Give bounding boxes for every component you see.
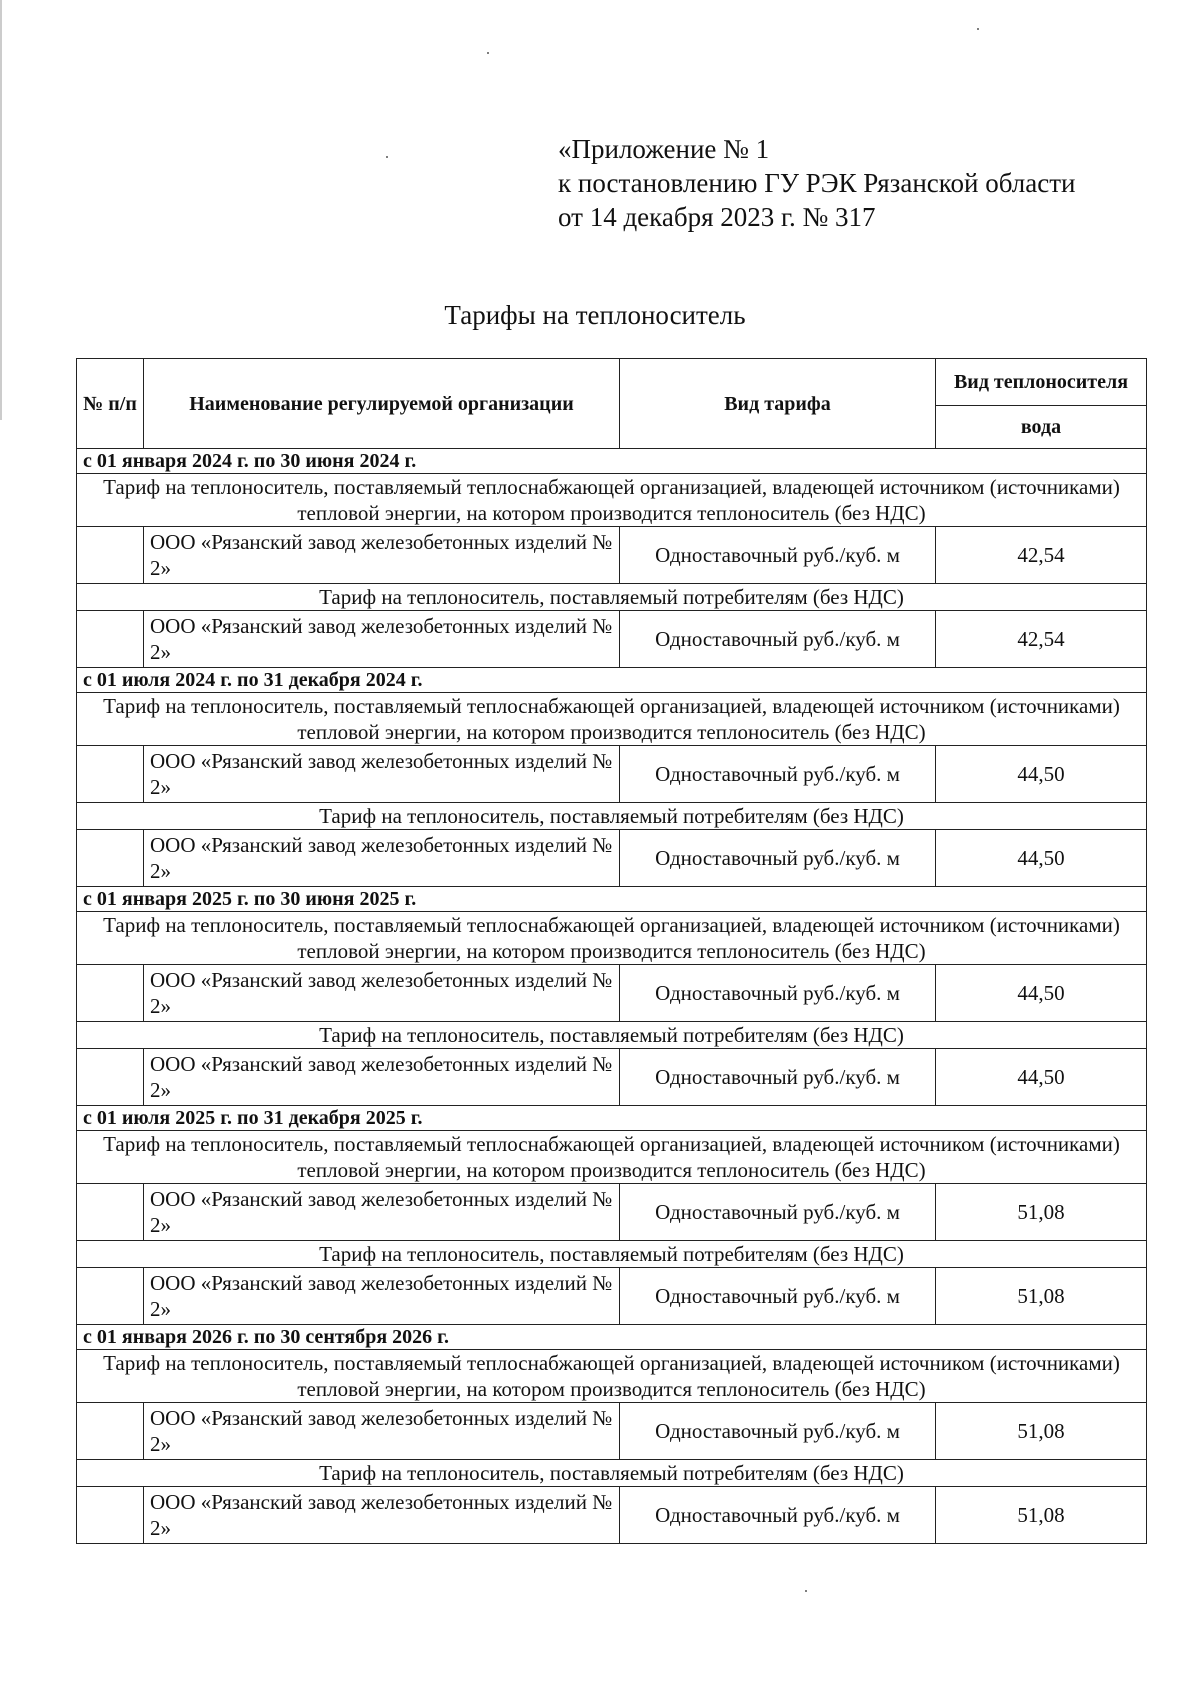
tariff-kind-row <box>77 1460 1147 1487</box>
tariff-kind-row <box>77 693 1147 746</box>
organization-cell: ООО «Рязанский завод железобетонных изделий № 2» <box>144 1487 620 1544</box>
row-number-cell <box>77 611 144 668</box>
period-row <box>77 1325 1147 1350</box>
tariff-kind-label: Тариф на теплоноситель, поставляемый потребителям (без НДС) <box>77 1022 1147 1049</box>
tariff-type-cell: Одноставочный руб./куб. м <box>620 1184 936 1241</box>
period-label: с 01 января 2026 г. по 30 сентября 2026 г. <box>77 1325 1147 1350</box>
table-row <box>77 1049 1147 1106</box>
scan-speck <box>386 156 388 158</box>
header-num: № п/п <box>77 359 144 449</box>
row-number-cell <box>77 830 144 887</box>
row-number-cell <box>77 1487 144 1544</box>
tariff-value-cell: 42,54 <box>936 527 1147 584</box>
organization-cell: ООО «Рязанский завод железобетонных изделий № 2» <box>144 1403 620 1460</box>
table-row <box>77 527 1147 584</box>
header-carrier-water: вода <box>936 406 1147 449</box>
organization-cell: ООО «Рязанский завод железобетонных изделий № 2» <box>144 746 620 803</box>
tariff-kind-label: Тариф на теплоноситель, поставляемый потребителям (без НДС) <box>77 1460 1147 1487</box>
tariff-type-cell: Одноставочный руб./куб. м <box>620 1403 936 1460</box>
table-body <box>77 449 1147 1544</box>
tariff-kind-row <box>77 1350 1147 1403</box>
organization-cell: ООО «Рязанский завод железобетонных изделий № 2» <box>144 1049 620 1106</box>
tariff-kind-row <box>77 474 1147 527</box>
table-row <box>77 830 1147 887</box>
tariff-type-cell: Одноставочный руб./куб. м <box>620 830 936 887</box>
tariff-value-cell: 51,08 <box>936 1487 1147 1544</box>
organization-cell: ООО «Рязанский завод железобетонных изделий № 2» <box>144 527 620 584</box>
period-label: с 01 января 2024 г. по 30 июня 2024 г. <box>77 449 1147 474</box>
tariff-kind-label: Тариф на теплоноситель, поставляемый теплоснабжающей организацией, владеющей источником (источниками) тепловой энергии, на котором производится теплоноситель (без НДС) <box>77 1350 1147 1403</box>
tariff-kind-row <box>77 1022 1147 1049</box>
organization-cell: ООО «Рязанский завод железобетонных изделий № 2» <box>144 1184 620 1241</box>
period-label: с 01 января 2025 г. по 30 июня 2025 г. <box>77 887 1147 912</box>
table-row <box>77 746 1147 803</box>
tariff-type-cell: Одноставочный руб./куб. м <box>620 746 936 803</box>
tariff-type-cell: Одноставочный руб./куб. м <box>620 1487 936 1544</box>
tariff-kind-row <box>77 803 1147 830</box>
organization-cell: ООО «Рязанский завод железобетонных изделий № 2» <box>144 830 620 887</box>
table-row <box>77 1268 1147 1325</box>
tariff-type-cell: Одноставочный руб./куб. м <box>620 965 936 1022</box>
scan-speck <box>487 52 489 54</box>
organization-cell: ООО «Рязанский завод железобетонных изделий № 2» <box>144 611 620 668</box>
scan-edge <box>0 0 4 420</box>
header-tariff-type: Вид тарифа <box>620 359 936 449</box>
tariff-table <box>76 358 1147 1544</box>
tariff-kind-label: Тариф на теплоноситель, поставляемый теплоснабжающей организацией, владеющей источником (источниками) тепловой энергии, на котором производится теплоноситель (без НДС) <box>77 1131 1147 1184</box>
organization-cell: ООО «Рязанский завод железобетонных изделий № 2» <box>144 1268 620 1325</box>
row-number-cell <box>77 1403 144 1460</box>
period-label: с 01 июля 2025 г. по 31 декабря 2025 г. <box>77 1106 1147 1131</box>
table-row <box>77 1487 1147 1544</box>
row-number-cell <box>77 1268 144 1325</box>
table-row <box>77 965 1147 1022</box>
header-carrier: Вид теплоносителя <box>936 359 1147 406</box>
tariff-value-cell: 44,50 <box>936 1049 1147 1106</box>
appendix-line: «Приложение № 1 <box>558 134 770 164</box>
row-number-cell <box>77 1049 144 1106</box>
tariff-value-cell: 44,50 <box>936 965 1147 1022</box>
period-row <box>77 1106 1147 1131</box>
period-row <box>77 668 1147 693</box>
tariff-kind-label: Тариф на теплоноситель, поставляемый теплоснабжающей организацией, владеющей источником (источниками) тепловой энергии, на котором производится теплоноситель (без НДС) <box>77 693 1147 746</box>
table-row <box>77 1184 1147 1241</box>
tariff-type-cell: Одноставочный руб./куб. м <box>620 611 936 668</box>
tariff-value-cell: 44,50 <box>936 746 1147 803</box>
period-label: с 01 июля 2024 г. по 31 декабря 2024 г. <box>77 668 1147 693</box>
tariff-type-cell: Одноставочный руб./куб. м <box>620 1268 936 1325</box>
tariff-value-cell: 51,08 <box>936 1268 1147 1325</box>
tariff-value-cell: 42,54 <box>936 611 1147 668</box>
tariff-value-cell: 51,08 <box>936 1184 1147 1241</box>
tariff-kind-row <box>77 1241 1147 1268</box>
tariff-kind-label: Тариф на теплоноситель, поставляемый потребителям (без НДС) <box>77 803 1147 830</box>
header-org: Наименование регулируемой организации <box>144 359 620 449</box>
tariff-value-cell: 44,50 <box>936 830 1147 887</box>
tariff-kind-row <box>77 584 1147 611</box>
scan-speck <box>805 1590 807 1592</box>
document-title: Тарифы на теплоноситель <box>444 300 746 330</box>
appendix-line: от 14 декабря 2023 г. № 317 <box>558 202 876 232</box>
appendix-line: к постановлению ГУ РЭК Рязанской области <box>558 168 1076 198</box>
table-row <box>77 1403 1147 1460</box>
period-row <box>77 887 1147 912</box>
period-row <box>77 449 1147 474</box>
scan-speck <box>977 28 979 30</box>
row-number-cell <box>77 1184 144 1241</box>
row-number-cell <box>77 746 144 803</box>
tariff-type-cell: Одноставочный руб./куб. м <box>620 527 936 584</box>
tariff-type-cell: Одноставочный руб./куб. м <box>620 1049 936 1106</box>
tariff-kind-label: Тариф на теплоноситель, поставляемый потребителям (без НДС) <box>77 584 1147 611</box>
tariff-kind-row <box>77 1131 1147 1184</box>
table-row <box>77 611 1147 668</box>
appendix-block <box>558 132 1075 234</box>
tariff-kind-label: Тариф на теплоноситель, поставляемый потребителям (без НДС) <box>77 1241 1147 1268</box>
tariff-value-cell: 51,08 <box>936 1403 1147 1460</box>
organization-cell: ООО «Рязанский завод железобетонных изделий № 2» <box>144 965 620 1022</box>
tariff-kind-label: Тариф на теплоноситель, поставляемый теплоснабжающей организацией, владеющей источником (источниками) тепловой энергии, на котором производится теплоноситель (без НДС) <box>77 912 1147 965</box>
tariff-kind-label: Тариф на теплоноситель, поставляемый теплоснабжающей организацией, владеющей источником (источниками) тепловой энергии, на котором производится теплоноситель (без НДС) <box>77 474 1147 527</box>
row-number-cell <box>77 965 144 1022</box>
row-number-cell <box>77 527 144 584</box>
tariff-kind-row <box>77 912 1147 965</box>
